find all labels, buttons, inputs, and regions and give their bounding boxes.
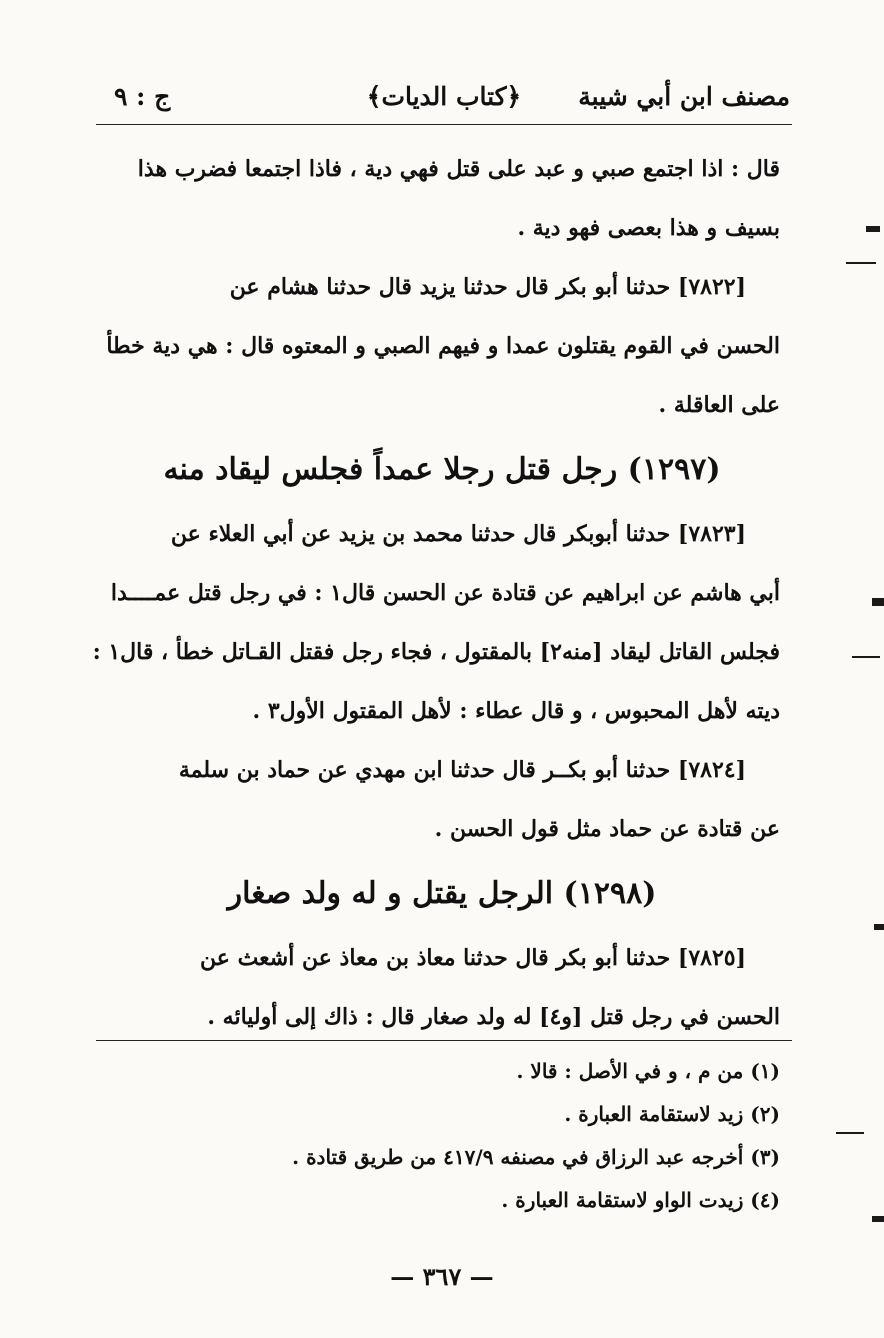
hadith-7824: [٧٨٢٤] حدثنا أبو بكــر قال حدثنا ابن مهدي عن حماد بن سلمة [178, 757, 746, 783]
scan-mark [852, 656, 880, 658]
text-line: عن قتادة عن حماد مثل قول الحسن . [434, 816, 780, 842]
page-number: — ٣٦٧ — [390, 1262, 494, 1291]
footnote-4: (٤) زيدت الواو لاستقامة العبارة . [501, 1188, 780, 1212]
hadith-7823: [٧٨٢٣] حدثنا أبوبكر قال حدثنا محمد بن يزيد عن أبي العلاء عن [170, 521, 746, 547]
text-line: ديته لأهل المحبوس ، و قال عطاء : لأهل المقتول الأول٣ . [252, 698, 780, 724]
footnote-1: (١) من م ، و في الأصل : قالا . [516, 1059, 780, 1083]
chapter-title: ﴿كتاب الديات﴾ [366, 82, 522, 111]
text-line: الحسن في رجل قتل [و٤] له ولد صغار قال : ذاك إلى أوليائه . [207, 1004, 780, 1030]
footnote-rule [96, 1040, 792, 1041]
main-text [92, 140, 780, 1047]
header-rule [96, 124, 792, 125]
scan-mark [872, 598, 884, 606]
scan-mark [874, 924, 884, 930]
book-title: مصنف ابن أبي شيبة [578, 82, 790, 111]
scan-mark [872, 1216, 884, 1222]
text-line: فجلس القاتل ليقاد [منه٢] بالمقتول ، فجاء رجل فقتل القـاتل خطأ ، قال١ : [92, 639, 780, 665]
running-header [96, 78, 792, 122]
hadith-7825: [٧٨٢٥] حدثنا أبو بكر قال حدثنا معاذ بن معاذ عن أشعث عن [200, 945, 746, 971]
footnote-3: (٣) أخرجه عبد الرزاق في مصنفه ٤١٧/٩ من طريق قتادة . [292, 1145, 780, 1169]
volume-number: ج : ٩ [114, 82, 171, 111]
section-heading-1298: (١٢٩٨) الرجل يقتل و له ولد صغار [227, 876, 657, 911]
hadith-7822: [٧٨٢٢] حدثنا أبو بكر قال حدثنا يزيد قال حدثنا هشام عن [229, 274, 746, 300]
footnotes [104, 1050, 780, 1222]
text-line: بسيف و هذا بعصى فهو دية . [517, 215, 780, 241]
scan-mark [846, 262, 876, 264]
scan-mark [866, 226, 880, 232]
scan-mark [836, 1132, 864, 1134]
text-line: أبي هاشم عن ابراهيم عن قتادة عن الحسن قال١ : في رجل قتل عمــــدا [110, 580, 780, 606]
text-line: قال : اذا اجتمع صبي و عبد على قتل فهي دية ، فاذا اجتمعا فضرب هذا [137, 156, 780, 182]
footnote-2: (٢) زيد لاستقامة العبارة . [564, 1102, 780, 1126]
text-line: الحسن في القوم يقتلون عمدا و فيهم الصبي و المعتوه قال : هي دية خطأ [106, 333, 780, 359]
section-heading-1297: (١٢٩٧) رجل قتل رجلا عمداً فجلس ليقاد منه [163, 452, 721, 487]
text-line: على العاقلة . [658, 392, 780, 418]
